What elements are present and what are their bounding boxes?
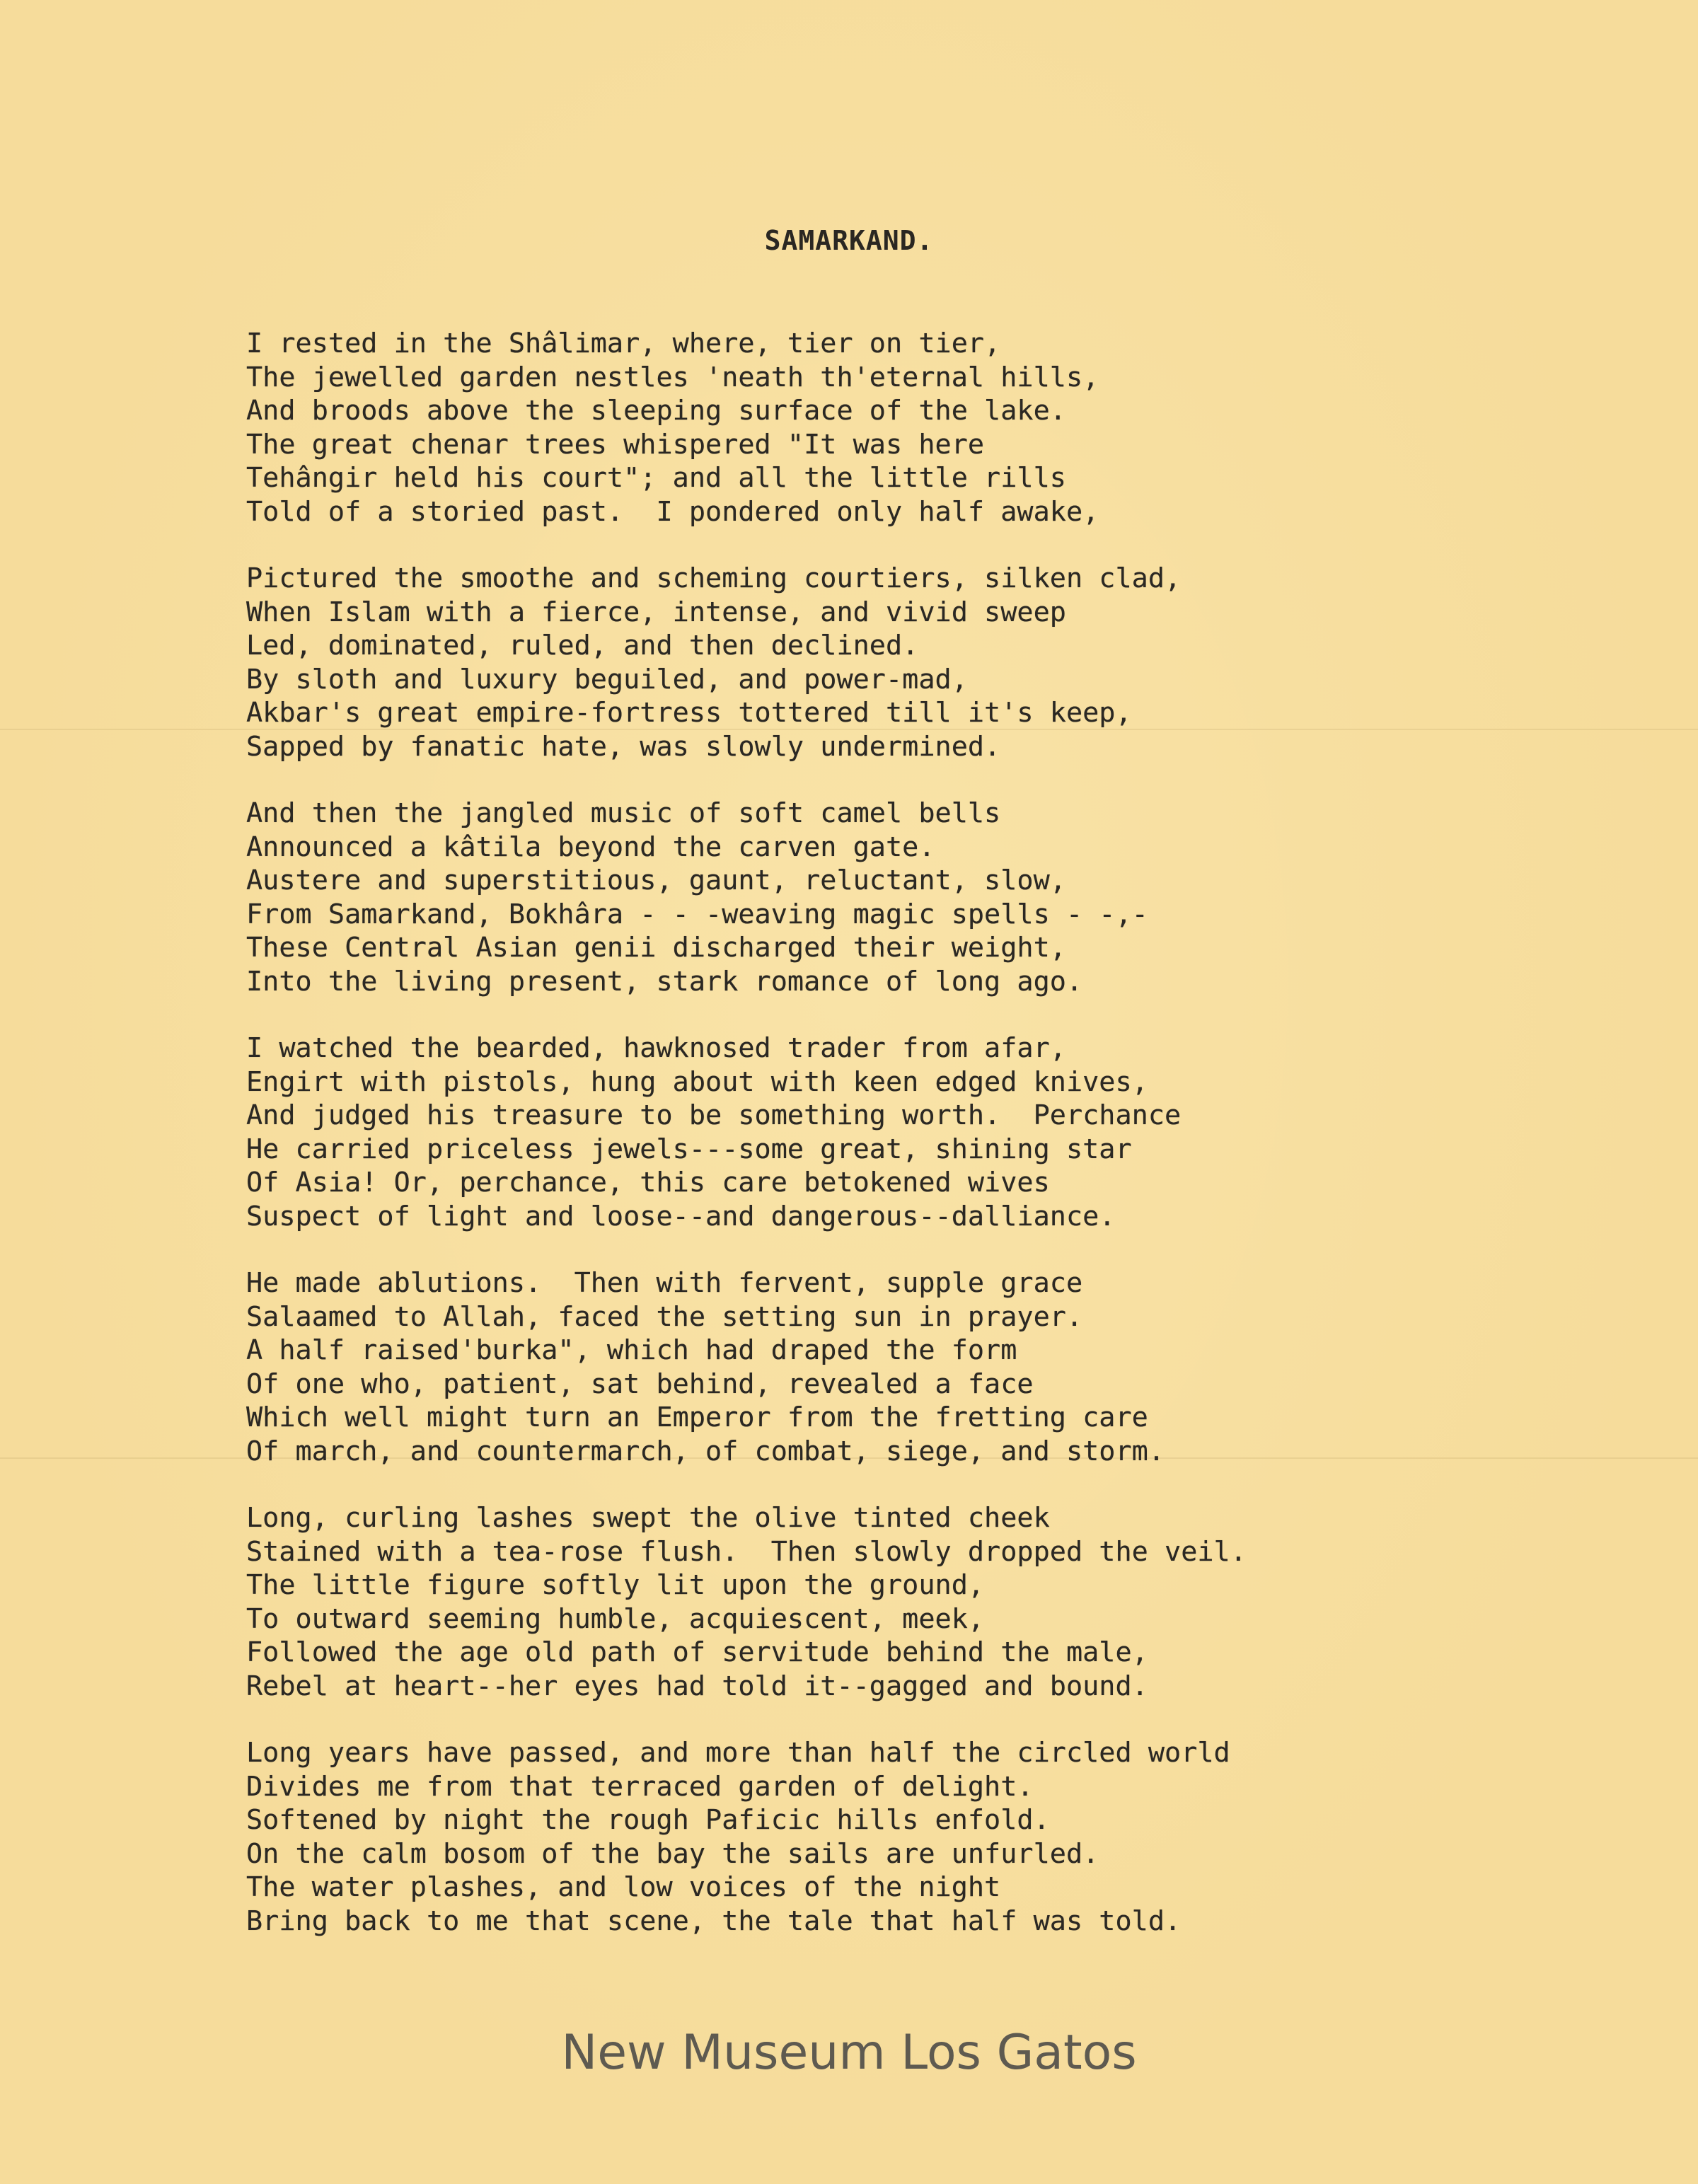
stanza <box>246 1501 1590 1703</box>
poem-line: Engirt with pistols, hung about with keen edged knives, <box>246 1065 1148 1098</box>
poem-line: And then the jangled music of soft camel bells <box>246 797 1001 829</box>
poem-line: Pictured the smoothe and scheming courtiers, silken clad, <box>246 562 1182 594</box>
poem-line: By sloth and luxury beguiled, and power-mad, <box>246 663 968 695</box>
poem-line: Of one who, patient, sat behind, revealed a face <box>246 1368 1034 1400</box>
stanza <box>246 1736 1590 1938</box>
stanza <box>246 327 1590 528</box>
poem-line: Austere and superstitious, gaunt, reluctant, slow, <box>246 865 1066 896</box>
poem-line: Salaamed to Allah, faced the setting sun in prayer. <box>246 1300 1083 1333</box>
poem-line: Into the living present, stark romance of long ago. <box>246 965 1083 998</box>
poem-line: Told of a storied past. I pondered only half awake, <box>246 495 1099 528</box>
poem-line: The great chenar trees whispered "It was here <box>246 428 985 461</box>
poem-line: Long years have passed, and more than half the circled world <box>246 1737 1230 1769</box>
poem-line: Announced a kâtila beyond the carven gate. <box>246 831 935 863</box>
poem-line: On the calm bosom of the bay the sails are unfurled. <box>246 1837 1099 1870</box>
poem-line: The water plashes, and low voices of the night <box>246 1871 1001 1903</box>
poem-line: Of Asia! Or, perchance, this care betokened wives <box>246 1167 1050 1198</box>
poem-body <box>246 327 1590 1971</box>
poem-line: Bring back to me that scene, the tale that half was told. <box>246 1905 1182 1937</box>
poem-line: To outward seeming humble, acquiescent, meek, <box>246 1602 985 1635</box>
poem-line: And judged his treasure to be something worth. Perchance <box>246 1099 1182 1131</box>
poem-line: Followed the age old path of servitude behind the male, <box>246 1636 1148 1668</box>
poem-line: I rested in the Shâlimar, where, tier on tier, <box>246 328 1001 359</box>
poem-line: Stained with a tea-rose flush. Then slowly dropped the veil. <box>246 1535 1247 1568</box>
poem-line: Long, curling lashes swept the olive tinted cheek <box>246 1502 1050 1534</box>
poem-line: The little figure softly lit upon the ground, <box>246 1569 985 1601</box>
poem-line: The jewelled garden nestles 'neath th'eternal hills, <box>246 361 1099 393</box>
poem-line: Led, dominated, ruled, and then declined. <box>246 630 919 661</box>
poem-line: A half raised'burka", which had draped the form <box>246 1334 1017 1366</box>
poem-line: And broods above the sleeping surface of the lake. <box>246 395 1066 427</box>
poem-line: Akbar's great empire-fortress tottered till it's keep, <box>246 697 1132 729</box>
poem-line: Tehângir held his court"; and all the little rills <box>246 462 1066 494</box>
poem-title: SAMARKAND. <box>764 225 934 256</box>
poem-line: Suspect of light and loose--and dangerous--dalliance. <box>246 1200 1116 1232</box>
poem-line: Rebel at heart--her eyes had told it--gagged and bound. <box>246 1670 1148 1702</box>
museum-watermark: New Museum Los Gatos <box>561 2025 1137 2081</box>
poem-line: When Islam with a fierce, intense, and vivid sweep <box>246 596 1066 628</box>
stanza <box>246 1266 1590 1468</box>
poem-line: I watched the bearded, hawknosed trader from afar, <box>246 1032 1066 1064</box>
poem-line: Divides me from that terraced garden of delight. <box>246 1770 1034 1803</box>
poem-line: From Samarkand, Bokhâra - - -weaving magic spells - -,- <box>246 898 1148 930</box>
poem-line: These Central Asian genii discharged their weight, <box>246 932 1066 964</box>
poem-line: He made ablutions. Then with fervent, supple grace <box>246 1267 1083 1299</box>
stanza <box>246 797 1590 998</box>
poem-line: Of march, and countermarch, of combat, siege, and storm. <box>246 1435 1165 1467</box>
poem-line: Softened by night the rough Paficic hills enfold. <box>246 1804 1050 1836</box>
stanza <box>246 562 1590 763</box>
stanza <box>246 1032 1590 1233</box>
poem-line: Sapped by fanatic hate, was slowly undermined. <box>246 730 1001 763</box>
poem-line: He carried priceless jewels---some great, shining star <box>246 1133 1132 1165</box>
poem-line: Which well might turn an Emperor from the fretting care <box>246 1402 1148 1433</box>
